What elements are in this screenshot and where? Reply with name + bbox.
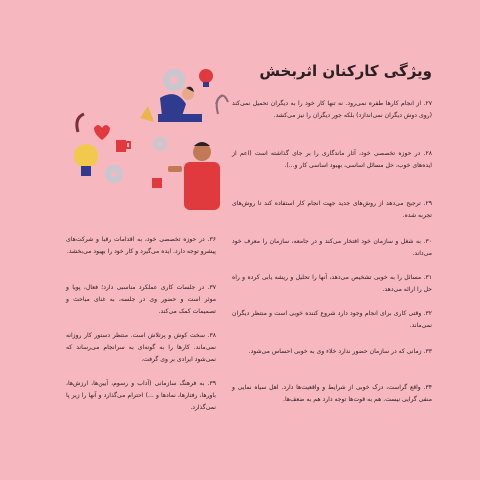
heart-icon bbox=[94, 125, 110, 140]
list-item: ۳۷. در جلسات کاری عملکرد مناسبی دارد؛ فعال، پویا و موثر است و حضور وی در جلسه، به غنای مباحث و تصمیمات کمک می‌کند. bbox=[66, 284, 216, 315]
list-item: ۳۰. به شغل و سازمان خود افتخار می‌کند و در جامعه، سازمان را معرف خود می‌داند. bbox=[232, 238, 432, 257]
person-with-idea bbox=[168, 142, 220, 210]
coffee-cup-icon bbox=[116, 140, 130, 152]
team-illustration bbox=[56, 58, 236, 218]
list-item: ۲۸. در حوزه تخصصی خود، آثار ماندگاری را بر جای گذاشته است (اعم از ایده‌های خوب، حل مسائل اساسی، بهبود اساسی کار و...). bbox=[232, 150, 432, 169]
red-cube-icon bbox=[152, 178, 162, 188]
small-plant-icon bbox=[77, 106, 154, 132]
plant-icon bbox=[216, 95, 228, 114]
person-at-desk bbox=[158, 87, 202, 122]
list-item: ۳۲. وقتی کاری برای انجام وجود دارد شروع کننده خوبی است و منتظر دیگران نمی‌ماند. bbox=[232, 310, 432, 329]
list-item: ۳۳. زمانی که در سازمان حضور ندارد خلاء وی به خوبی احساس می‌شود. bbox=[248, 348, 432, 355]
list-item: ۳۹. به فرهنگ سازمانی (آداب و رسوم، آیین‌ها، ارزش‌ها، باورها، رفتارها، نمادها و ...) احترام می‌گذارد و آنها را زیر پا نمی‌گذارد. bbox=[66, 380, 216, 411]
gear-icon bbox=[163, 69, 185, 91]
list-item: ۳۱. مسائل را به خوبی تشخیص می‌دهد، آنها را تحلیل و ریشه یابی کرده و راه حل را ارائه می‌دهد. bbox=[232, 274, 432, 293]
lightbulb-large-icon bbox=[74, 144, 98, 176]
page-title: ویژگی کارکنان اثربخش bbox=[259, 62, 432, 80]
list-item: ۲۷. از انجام کارها طفره نمی‌رود. نه تنها کار خود را به دیگران تحمیل نمی‌کند (روی دوش دیگران نمی‌اندازد) بلکه جور دیگران را نیز می‌کشد. bbox=[232, 100, 432, 119]
list-item: ۲۹. ترجیح می‌دهد از روش‌های جدید جهت انجام کار استفاده کند تا روش‌های تجربه شده. bbox=[232, 200, 432, 219]
list-item: ۳۶. در حوزه تخصصی خود، به اقدامات رقبا و شرکت‌های پیشرو توجه دارد. ایده می‌گیرد و کار خود را بهبود می‌بخشد. bbox=[66, 236, 216, 255]
list-item: ۳۸. سخت کوش و پرتلاش است. منتظر دستور کار روزانه نمی‌ماند. کارها را به گونه‌ای به سرانجام می‌رساند که نمی‌شود ایرادی بر وی گرفت. bbox=[66, 332, 216, 363]
lightbulb-icon bbox=[199, 69, 213, 87]
gear-small-icon bbox=[105, 165, 123, 183]
small-gear-icon bbox=[153, 137, 167, 151]
list-item: ۳۴. واقع گراست، درک خوبی از شرایط و واقعیت‌ها دارد. اهل سیاه نمایی و منفی گرایی نیست. هم به قوت‌ها توجه دارد هم به ضعف‌ها. bbox=[232, 384, 432, 403]
